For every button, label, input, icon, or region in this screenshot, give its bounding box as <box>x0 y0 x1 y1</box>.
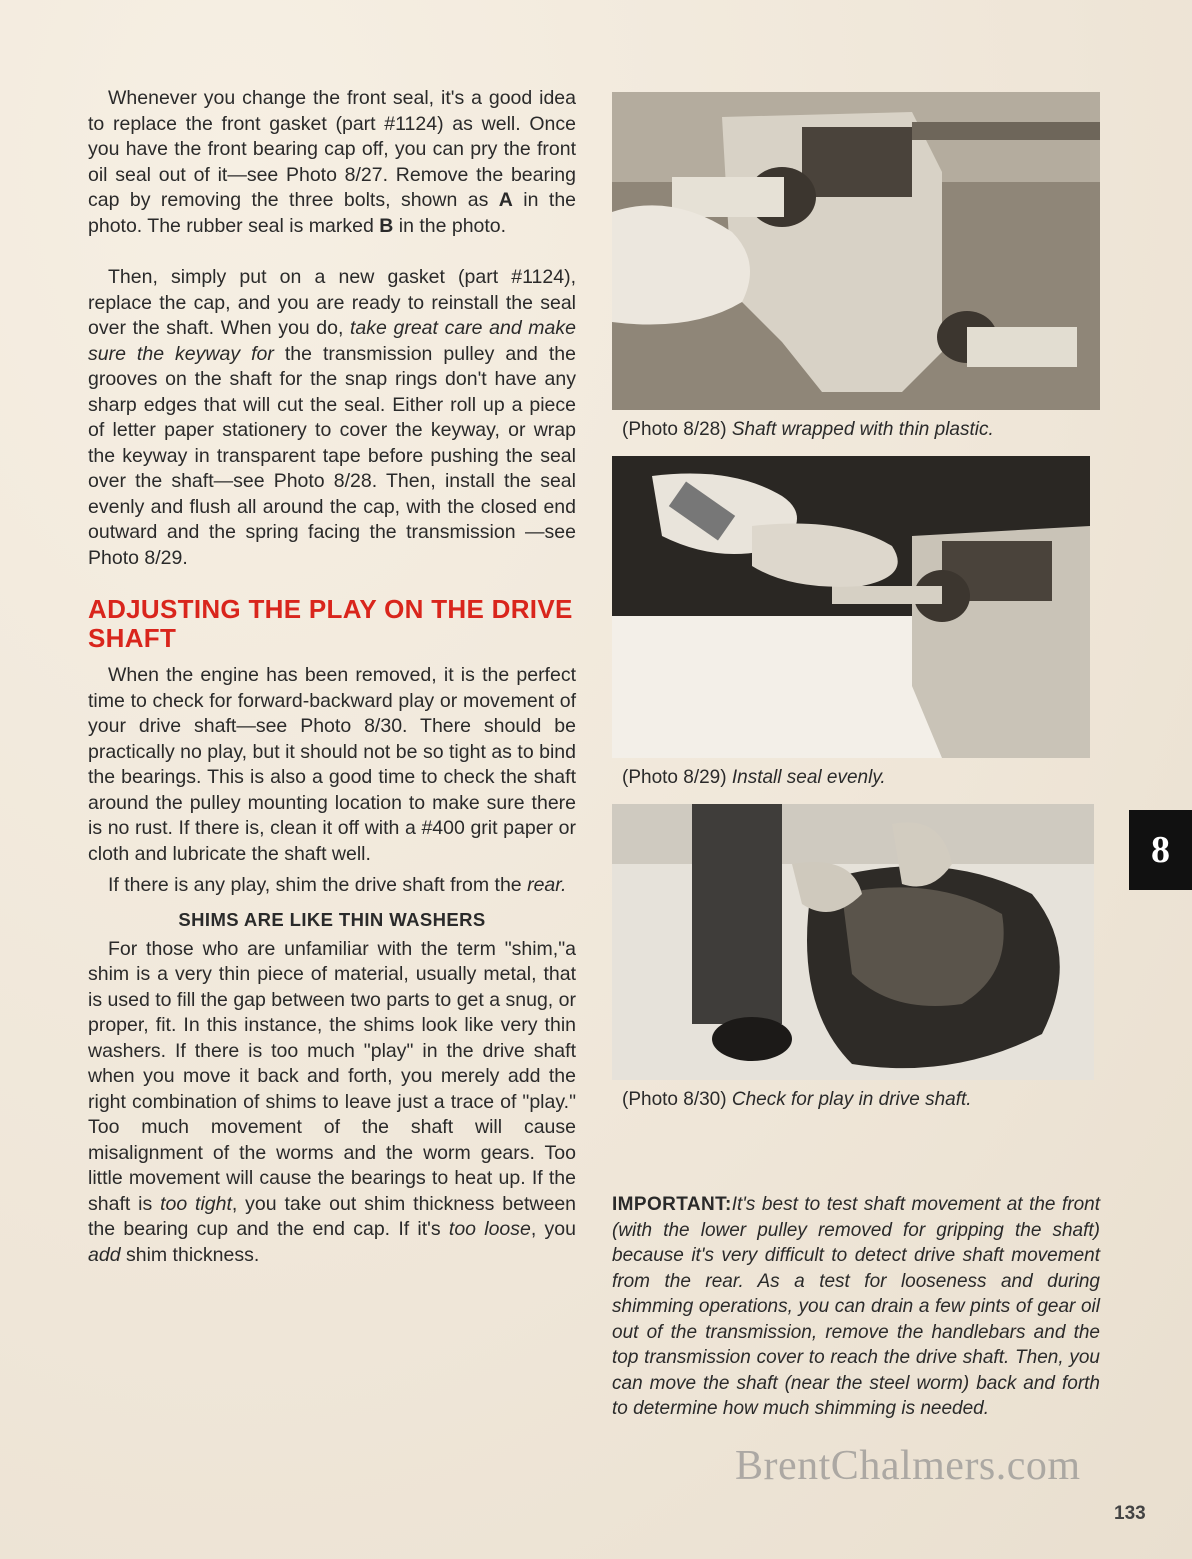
caption-8-28: (Photo 8/28) Shaft wrapped with thin plastic. <box>622 419 994 440</box>
paragraph-shim-definition: For those who are unfamiliar with the term "shim,"a shim is a very thin piece of material, usually metal, that is used to fill the gap between two parts to get a snug, or proper, fit. In this instance, the shims look like very thin washers. If there is too much "play" in the drive shaft when you move it back and forth, you merely add the right combination of shims to leave just a trace of "play." Too much movement of the shaft will cause misalignment of the worms and the worm gears. Too little movement will cause the bearings to heat up. If the shaft is too tight, you take out shim thickness between the bearing cup and the end cap. If it's too loose, you add shim thickness. <box>88 937 577 1266</box>
caption-8-30: (Photo 8/30) Check for play in drive shaft. <box>622 1089 972 1110</box>
chapter-tab: 8 <box>1129 810 1192 890</box>
paragraph-new-gasket: Then, simply put on a new gasket (part #1124), replace the cap, and you are ready to reinstall the seal over the shaft. When you do, take great care and make sure the keyway for the transmission pulley and the grooves on the shaft for the snap rings don't have any sharp edges that will cut the seal. Either roll up a piece of letter paper stationery to cover the keyway, or wrap the keyway in transparent tape before pushing the seal over the shaft—see Photo 8/28. Then, install the seal evenly and flush all around the cap, with the closed end outward and the spring facing the transmission —see Photo 8/29. <box>88 266 576 569</box>
subheading-shims: SHIMS ARE LIKE THIN WASHERS <box>178 908 486 930</box>
photo-8-30 <box>612 804 1094 1080</box>
caption-8-29: (Photo 8/29) Install seal evenly. <box>622 767 886 788</box>
section-heading: ADJUSTING THE PLAY ON THE DRIVE SHAFT <box>88 594 573 653</box>
page-number: 133 <box>1114 1503 1146 1524</box>
drive-shaft-photo-image <box>612 804 1094 1080</box>
paragraph-shim-rear: If there is any play, shim the drive shaft from the rear. <box>108 874 567 896</box>
right-column <box>612 92 1100 1422</box>
photo-8-28 <box>612 92 1100 410</box>
important-note: IMPORTANT:It's best to test shaft movement at the front (with the lower pulley removed for gripping the shaft) because it's very difficult to detect drive shaft movement from the rear. As a test for looseness and during shimming operations, you can drain a few pints of gear oil out of the transmission, remove the handlebars and the top transmission cover to reach the drive shaft. Then, you can move the shaft (near the steel worm) back and forth to determine how much shimming is needed. <box>612 1194 1100 1419</box>
photo-8-29 <box>612 456 1090 758</box>
left-column <box>88 86 576 1268</box>
seal-install-photo-image <box>612 456 1090 758</box>
watermark: BrentChalmers.com <box>735 1443 1081 1489</box>
paragraph-engine-removed: When the engine has been removed, it is the perfect time to check for forward-backward play or movement of your drive shaft—see Photo 8/30. There should be practically no play, but it should not be so tight as to bind the bearings. This is also a good time to check the shaft around the pulley mounting location to make sure there is no rust. If there is, clean it off with a #400 grit paper or cloth and lubricate the shaft well. <box>88 664 576 865</box>
transmission-photo-image <box>612 92 1100 410</box>
paragraph-front-seal: Whenever you change the front seal, it's a good idea to replace the front gasket (part #1124) as well. Once you have the front bearing cap off, you can pry the front oil seal out of it—see Photo 8/27. Remove the bearing cap by removing the three bolts, shown as A in the photo. The rubber seal is marked B in the photo. <box>88 87 577 237</box>
